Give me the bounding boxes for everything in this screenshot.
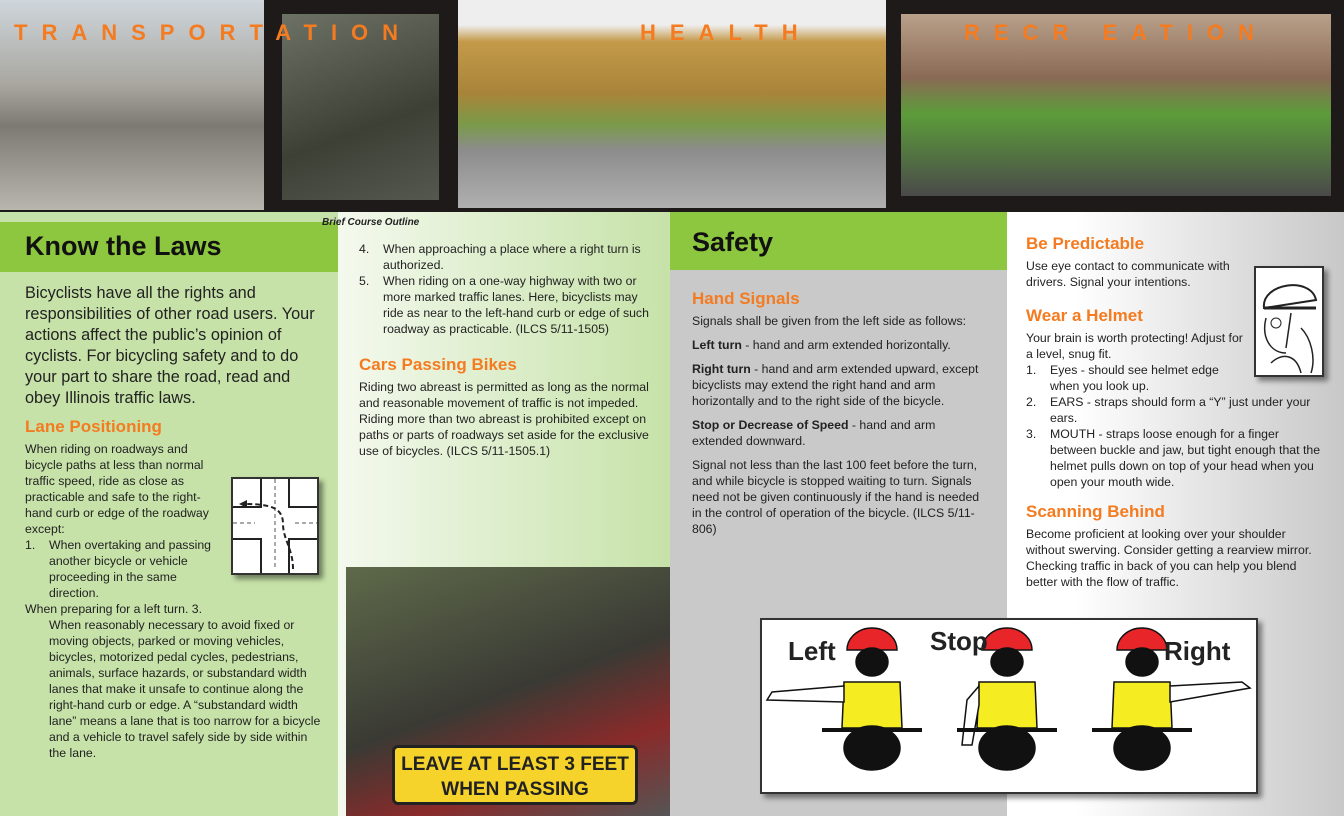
helmet-illustration xyxy=(1254,266,1324,377)
hand-signals-title: Hand Signals xyxy=(692,289,800,308)
list-item: 3. MOUTH - straps loose enough for a finger between buckle and jaw, but tight enough that the helmet pulls down on top of your head when you open your mouth wide. xyxy=(1026,427,1321,489)
banner-title-health: HEALTH xyxy=(640,20,812,45)
figure-label-stop: Stop xyxy=(930,626,988,656)
wear-helmet-title: Wear a Helmet xyxy=(1026,306,1143,325)
outline-column xyxy=(322,212,670,816)
know-laws-title: Know the Laws xyxy=(25,231,222,261)
cyclist-passing-photo xyxy=(346,567,670,816)
lane-positioning-intro: When riding on roadways and bicycle paths at less than normal traffic speed, ride as close as practicable and safe to the right-hand curb or edge of the roadway except: xyxy=(25,442,209,536)
list-item: When preparing for a left turn. 3. xyxy=(25,602,203,616)
helmet-fit-list xyxy=(1026,362,1324,490)
be-predictable-body: Use eye contact to communicate with drivers. Signal your intentions. xyxy=(1026,259,1230,289)
list-item: When reasonably necessary to avoid fixed or moving objects, parked or moving vehicles, bicycles, motorized pedal cycles, pedestrians, animals, surface hazards, or substandard width lanes that make it unsafe to continue along the right-hand curb or edge. A “substandard width lane” means a lane that is too narrow for a bicycle and a vehicle to travel safely side by side within the lane. xyxy=(49,618,321,760)
list-item: 1. When overtaking and passing another bicycle or vehicle proceeding in the same direction. xyxy=(25,538,212,600)
list-item: 1. Eyes - should see helmet edge when you look up. xyxy=(1026,363,1219,393)
list-item: 4. When approaching a place where a right turn is authorized. xyxy=(359,242,641,272)
cars-passing-title: Cars Passing Bikes xyxy=(359,355,517,374)
list-item: 2. EARS - straps should form a “Y” just under your ears. xyxy=(1026,395,1311,425)
cars-passing-body: Riding two abreast is permitted as long as the normal and reasonable movement of traffic is not impeded. Riding more than two abreast is prohibited except on paths or parts of roadways set aside for the exclusive use of bicycles. (ILCS 5/11-1505.1) xyxy=(359,380,649,458)
list-item: 5. When riding on a one-way highway with two or more marked traffic lanes. Here, bicyclists may ride as near to the left-hand curb or edge of such roadway as practicable. (ILCS 5/11-1505) xyxy=(359,274,649,336)
wear-helmet-intro: Your brain is worth protecting! Adjust for a level, snug fit. xyxy=(1026,331,1243,361)
figure-label-right: Right xyxy=(1164,636,1231,666)
lane-exceptions-list-continued xyxy=(359,241,651,337)
photo-banner xyxy=(0,0,1344,212)
lane-exceptions-list xyxy=(25,537,323,761)
banner-title-recreation: RECR EATION xyxy=(964,20,1268,45)
banner-title-transportation: TRANSPORTATION xyxy=(14,20,413,45)
figure-label-left: Left xyxy=(788,636,836,666)
signal-stop: Stop or Decrease of Speed - hand and arm extended downward. xyxy=(692,418,936,448)
be-predictable-title: Be Predictable xyxy=(1026,234,1145,253)
know-laws-column xyxy=(0,212,338,816)
lane-positioning-title: Lane Positioning xyxy=(25,417,162,436)
scanning-behind-title: Scanning Behind xyxy=(1026,502,1165,521)
hand-signals-figure xyxy=(760,618,1258,794)
safety-title: Safety xyxy=(692,227,774,257)
outline-label: Brief Course Outline xyxy=(322,217,420,228)
signal-right: Right turn - hand and arm extended upward, except bicyclists may extend the right hand and arm horizontally and to the right side of the bicycle. xyxy=(692,362,979,408)
signal-left: Left turn - hand and arm extended horizontally. xyxy=(692,338,951,352)
hand-signals-text: Hand Signals Signals shall be given from the left side as follows: Left turn - hand and arm extended horizontally. Right turn - hand and arm extended upward, except bicyclists may extend the right hand and arm horizontally and to the right side of the bicycle. Stop or Decrease of Speed - hand and arm extended downward. Signal not less than the last 100 feet before the turn, and while bicycle is stopped waiting to turn. Signals need not be given continuously if the hand is needed in the control of operation of the bicycle. (ILCS 5/11-806) xyxy=(692,289,984,537)
three-feet-sign: LEAVE AT LEAST 3 FEET WHEN PASSING xyxy=(392,745,638,805)
know-laws-intro: Bicyclists have all the rights and responsibilities of other road users. Your actions affect the public’s opinion of cyclists. For bicycling safety and to do your part to share the road, read and obey Illinois traffic laws. xyxy=(25,284,315,407)
scanning-behind-body: Become proficient at looking over your shoulder without swerving. Consider getting a rearview mirror. Checking traffic in back of you can help you blend better with the flow of traffic. xyxy=(1026,527,1312,589)
